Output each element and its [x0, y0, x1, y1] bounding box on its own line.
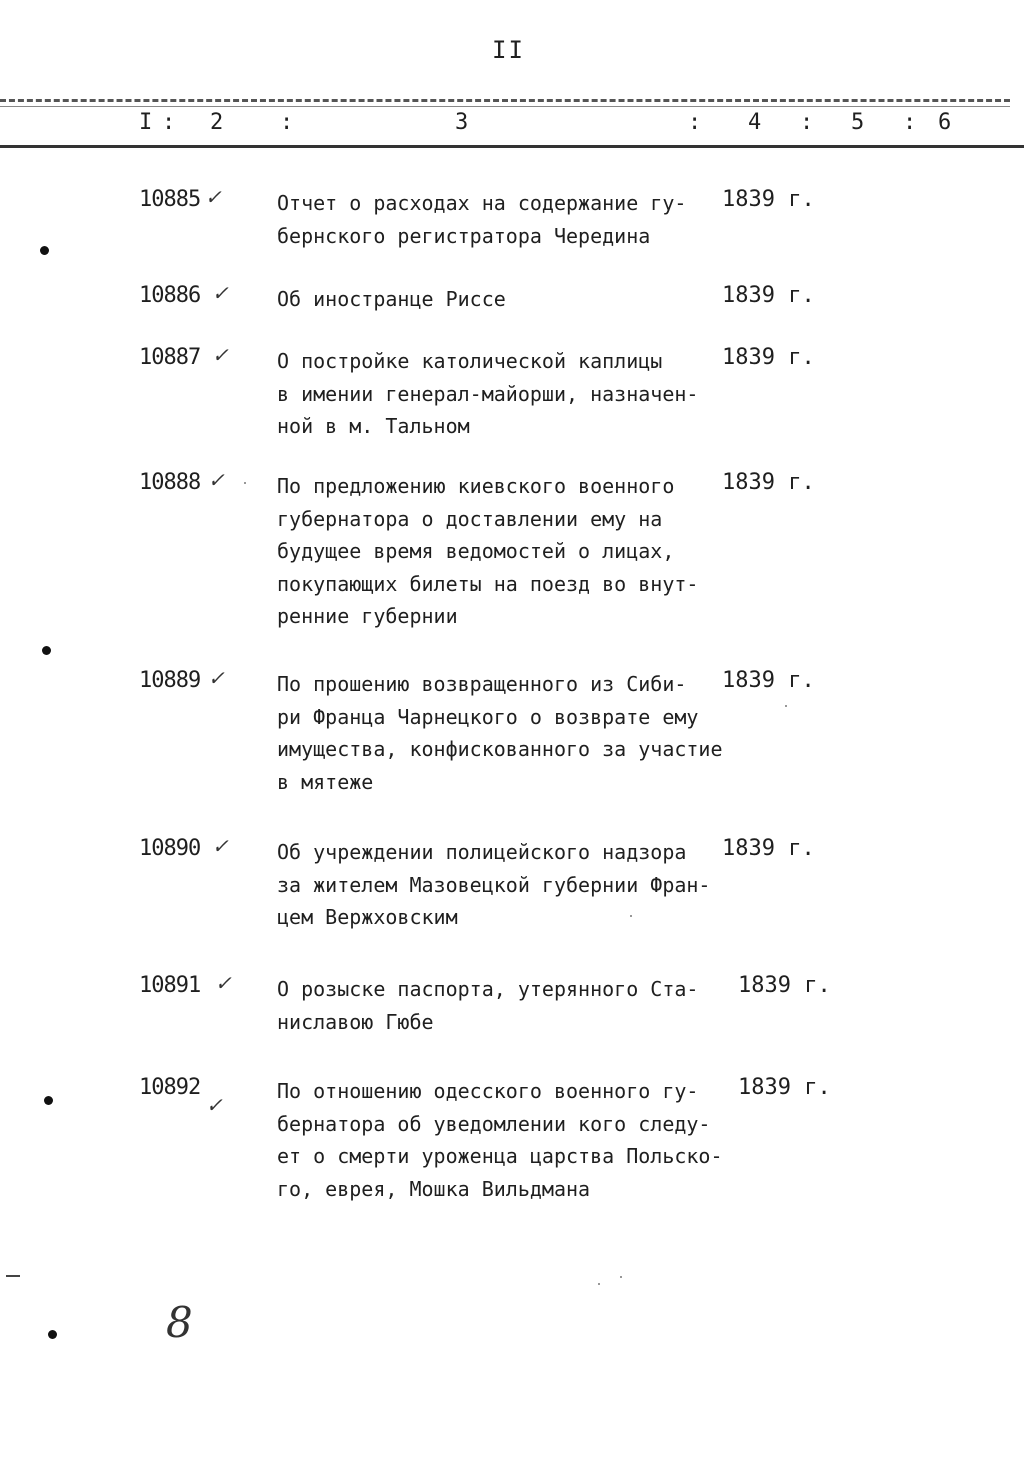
- entry-number: 10891: [139, 973, 201, 998]
- binding-hole: [48, 1330, 57, 1339]
- entry-number: 10885: [139, 187, 201, 212]
- scan-speck: [785, 705, 787, 707]
- header-sep: :: [280, 110, 294, 135]
- scan-mark: [6, 1275, 20, 1277]
- page-number: II: [492, 36, 525, 64]
- entry-number: 10890: [139, 836, 201, 861]
- header-sep: :: [800, 110, 814, 135]
- scan-speck: [620, 1276, 622, 1278]
- entry-date: 1839 г.: [722, 470, 815, 495]
- header-top-rule: [0, 99, 1010, 102]
- entry-title: По прошению возвращенного из Сиби- ри Франца Чарнецкого о возврате ему имущества, конфискованного за участие в мятеже: [277, 672, 723, 794]
- checkmark-icon: ✓: [215, 971, 232, 995]
- entry-date: 1839 г.: [738, 1075, 831, 1100]
- entry-date: 1839 г.: [738, 973, 831, 998]
- header-sep: :: [688, 110, 702, 135]
- entry-number: 10887: [139, 345, 201, 370]
- scan-speck: [630, 915, 632, 917]
- entry-title: О розыске паспорта, утерянного Ста- ниславою Гюбе: [277, 977, 699, 1034]
- header-col-2: 2: [210, 110, 224, 135]
- entry-number: 10889: [139, 668, 201, 693]
- header-bottom-rule: [0, 145, 1024, 148]
- entry-title: По отношению одесского военного гу- бернатора об уведомлении кого следу- ет о смерти уроженца царства Польско- го, еврея, Мошка Вильдмана: [277, 1079, 723, 1201]
- header-col-3: 3: [455, 110, 469, 135]
- checkmark-icon: ✓: [208, 468, 225, 492]
- checkmark-icon: ✓: [212, 343, 229, 367]
- checkmark-icon: ✓: [206, 1093, 223, 1117]
- entry-date: 1839 г.: [722, 345, 815, 370]
- header-col-6: 6: [938, 110, 952, 135]
- entry-title: О постройке католической каплицы в имении генерал-майорши, назначен- ной в м. Тальном: [277, 349, 699, 438]
- entry-number: 10892: [139, 1075, 201, 1100]
- scan-speck: [244, 482, 246, 484]
- checkmark-icon: ✓: [212, 834, 229, 858]
- binding-hole: [40, 246, 49, 255]
- header-sep: :: [903, 110, 917, 135]
- checkmark-icon: ✓: [205, 185, 222, 209]
- checkmark-icon: ✓: [208, 666, 225, 690]
- header-top-rule-thin: [0, 106, 1010, 107]
- entry-date: 1839 г.: [722, 187, 815, 212]
- binding-hole: [42, 646, 51, 655]
- checkmark-icon: ✓: [212, 281, 229, 305]
- entry-number: 10886: [139, 283, 201, 308]
- header-col-1: I: [139, 110, 153, 135]
- entry-title: По предложению киевского военного губернатора о доставлении ему на будущее время ведомостей о лицах, покупающих билеты на поезд во внут- ренние губернии: [277, 474, 699, 628]
- entry-title: Об учреждении полицейского надзора за жителем Мазовецкой губернии Фран- цем Вержховским: [277, 840, 711, 929]
- entry-title: Об иностранце Риссе: [277, 287, 506, 311]
- header-col-5: 5: [851, 110, 865, 135]
- binding-hole: [44, 1096, 53, 1105]
- entry-title: Отчет о расходах на содержание гу- бернского регистратора Чередина: [277, 191, 687, 248]
- header-sep: :: [162, 110, 176, 135]
- entry-date: 1839 г.: [722, 283, 815, 308]
- handwritten-sheet-mark: 8: [166, 1298, 193, 1347]
- entry-date: 1839 г.: [722, 668, 815, 693]
- header-col-4: 4: [748, 110, 762, 135]
- entry-number: 10888: [139, 470, 201, 495]
- entry-date: 1839 г.: [722, 836, 815, 861]
- scan-speck: [598, 1283, 600, 1285]
